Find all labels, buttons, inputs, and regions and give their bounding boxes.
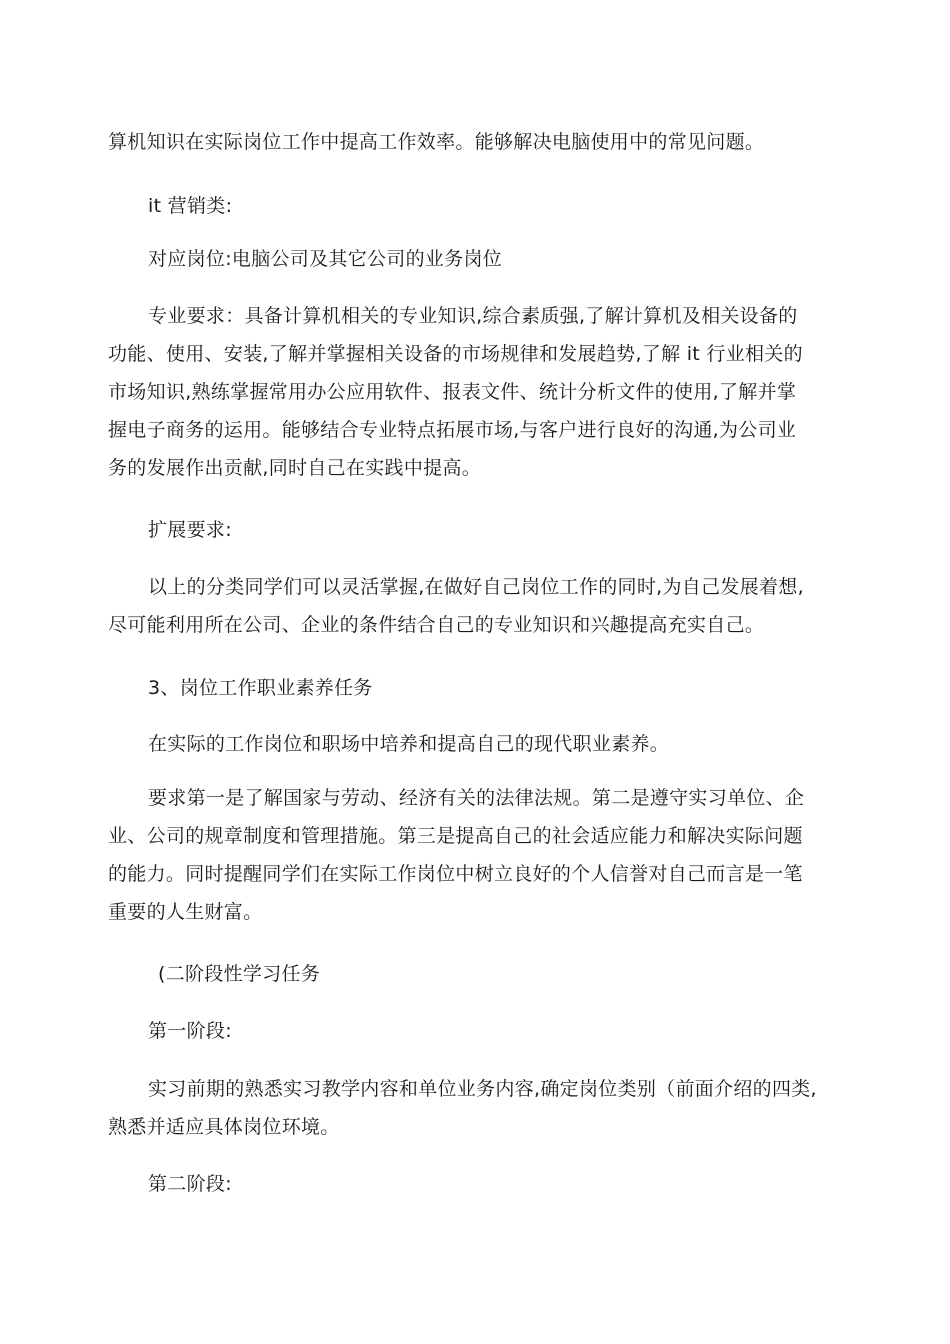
section-heading-it-marketing: it 营销类:: [148, 195, 233, 217]
paragraph-line: 算机知识在实际岗位工作中提高工作效率。能够解决电脑使用中的常见问题。: [108, 131, 765, 153]
paragraph-line: 熟悉并适应具体岗位环境。: [108, 1116, 340, 1138]
section-heading-stage-one: 第一阶段:: [148, 1020, 232, 1042]
paragraph-line: 专业要求：具备计算机相关的专业知识,综合素质强,了解计算机及相关设备的: [148, 305, 798, 327]
paragraph-line: 务的发展作出贡献,同时自己在实践中提高。: [108, 457, 482, 479]
paragraph-line: 业、公司的规章制度和管理措施。第三是提高自己的社会适应能力和解决实际问题: [108, 825, 803, 847]
paragraph-line: 尽可能利用所在公司、企业的条件结合自己的专业知识和兴趣提高充实自己。: [108, 614, 765, 636]
paragraph-line: 重要的人生财富。: [108, 901, 263, 923]
section-heading-stages: (二阶段性学习任务: [158, 963, 321, 985]
paragraph-line: 握电子商务的运用。能够结合专业特点拓展市场,与客户进行良好的沟通,为公司业: [108, 419, 797, 441]
paragraph-line: 功能、使用、安装,了解并掌握相关设备的市场规律和发展趋势,了解 it 行业相关的: [108, 343, 803, 365]
section-heading-stage-two: 第二阶段:: [148, 1173, 232, 1195]
paragraph-line: 以上的分类同学们可以灵活掌握,在做好自己岗位工作的同时,为自己发展着想,: [148, 576, 804, 598]
paragraph-line: 对应岗位:电脑公司及其它公司的业务岗位: [148, 248, 503, 270]
section-heading-professional: 3、岗位工作职业素养任务: [148, 677, 373, 699]
paragraph-line: 要求第一是了解国家与劳动、经济有关的法律法规。第二是遵守实习单位、企: [148, 787, 805, 809]
section-heading-extension: 扩展要求:: [148, 519, 232, 541]
paragraph-line: 在实际的工作岗位和职场中培养和提高自己的现代职业素养。: [148, 733, 670, 755]
paragraph-line: 实习前期的熟悉实习教学内容和单位业务内容,确定岗位类别（前面介绍的四类,: [148, 1078, 817, 1100]
paragraph-line: 市场知识,熟练掌握常用办公应用软件、报表文件、统计分析文件的使用,了解并掌: [108, 381, 797, 403]
paragraph-line: 的能力。同时提醒同学们在实际工作岗位中树立良好的个人信誉对自己而言是一笔: [108, 863, 803, 885]
